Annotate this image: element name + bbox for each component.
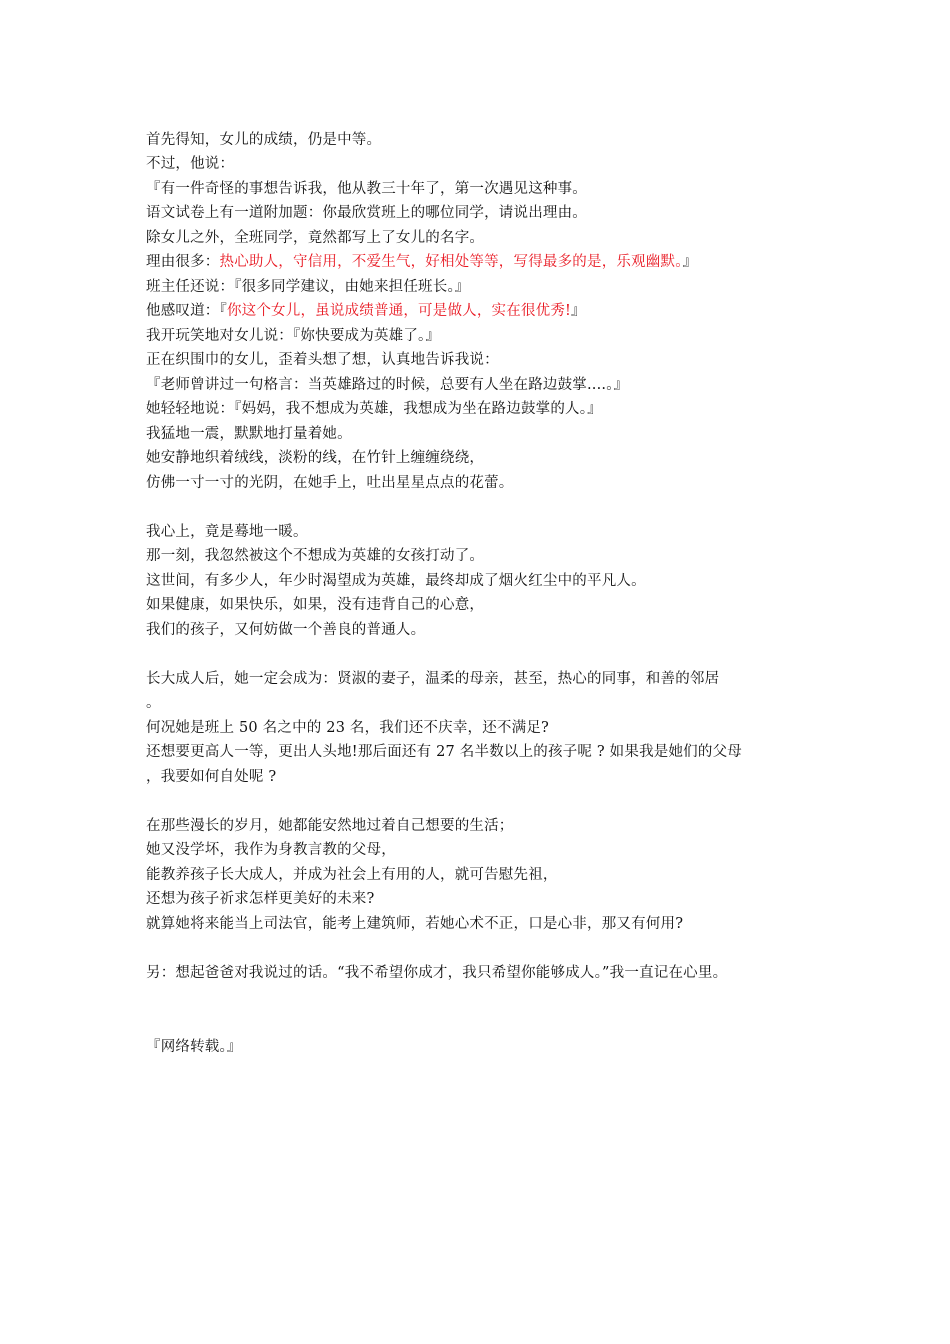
paragraph-line bbox=[146, 889, 374, 909]
paragraph-line bbox=[146, 865, 558, 885]
paragraph-line bbox=[146, 767, 276, 787]
text-segment: 语文试卷上有一道附加题：你最欣赏班上的哪位同学，请说出理由。 bbox=[146, 205, 587, 221]
text-segment: 首先得知，女儿的成绩，仍是中等。 bbox=[146, 132, 382, 148]
paragraph-line bbox=[146, 595, 484, 615]
text-segment: 她轻轻地说：『妈妈，我不想成为英雄，我想成为坐在路边鼓掌的人。』 bbox=[146, 401, 602, 417]
text-segment: 除女儿之外，全班同学，竟然都写上了女儿的名字。 bbox=[146, 230, 485, 246]
paragraph-line bbox=[146, 693, 161, 713]
paragraph-line bbox=[146, 448, 484, 468]
paragraph-line bbox=[146, 375, 628, 395]
text-segment: 。 bbox=[146, 695, 161, 711]
text-segment: ，我要如何自处呢 ? bbox=[146, 769, 277, 785]
paragraph-line bbox=[146, 301, 586, 321]
text-segment: 如果健康，如果快乐，如果，没有违背自己的心意， bbox=[146, 597, 485, 613]
text-segment: 我开玩笑地对女儿说：『妳快要成为英雄了。』 bbox=[146, 328, 441, 344]
paragraph-line bbox=[146, 179, 587, 199]
text-segment: 『老师曾讲过一句格言：当英雄路过的时候，总要有人坐在路边鼓掌....。』 bbox=[146, 377, 629, 393]
text-segment: 在那些漫长的岁月，她都能安然地过着自己想要的生活； bbox=[146, 818, 514, 834]
text-segment: 长大成人后，她一定会成为：贤淑的妻子，温柔的母亲，甚至，热心的同事，和善的邻居 bbox=[146, 671, 720, 687]
paragraph-line bbox=[146, 718, 549, 738]
paragraph-line bbox=[146, 1037, 242, 1057]
text-segment: 她又没学坏，我作为身教言教的父母， bbox=[146, 842, 396, 858]
text-segment: 正在织围巾的女儿，歪着头想了想，认真地告诉我说： bbox=[146, 352, 499, 368]
text-segment: 就算她将来能当上司法官，能考上建筑师，若她心术不正，口是心非，那又有何用? bbox=[146, 916, 684, 932]
paragraph-line bbox=[146, 571, 646, 591]
paragraph-line bbox=[146, 914, 683, 934]
text-segment: 』 bbox=[571, 303, 586, 319]
paragraph-line bbox=[146, 277, 470, 297]
paragraph-line bbox=[146, 252, 697, 272]
text-segment: 理由很多： bbox=[146, 254, 220, 270]
highlighted-text: 热心助人，守信用，不爱生气，好相处等等，写得最多的是，乐观幽默。 bbox=[219, 254, 683, 270]
paragraph-line bbox=[146, 963, 727, 983]
text-segment: 我猛地一震，默默地打量着她。 bbox=[146, 426, 352, 442]
text-segment: 那一刻，我忽然被这个不想成为英雄的女孩打动了。 bbox=[146, 548, 485, 564]
paragraph-line bbox=[146, 228, 484, 248]
paragraph-line bbox=[146, 522, 308, 542]
text-segment: 我们的孩子，又何妨做一个善良的普通人。 bbox=[146, 622, 426, 638]
paragraph-line bbox=[146, 424, 352, 444]
highlighted-text: 你这个女儿，虽说成绩普通，可是做人，实在很优秀! bbox=[226, 303, 572, 319]
text-segment: 『网络转载。』 bbox=[146, 1039, 242, 1055]
paragraph-line bbox=[146, 399, 602, 419]
text-segment: 』 bbox=[682, 254, 698, 270]
paragraph-line bbox=[146, 473, 514, 493]
text-segment: 这世间，有多少人，年少时渴望成为英雄，最终却成了烟火红尘中的平凡人。 bbox=[146, 573, 646, 589]
paragraph-line bbox=[146, 203, 587, 223]
text-segment: 仿佛一寸一寸的光阴，在她手上，吐出星星点点的花蕾。 bbox=[146, 475, 514, 491]
paragraph-line bbox=[146, 620, 425, 640]
paragraph-line bbox=[146, 326, 440, 346]
paragraph-line bbox=[146, 350, 499, 370]
paragraph-line bbox=[146, 816, 514, 836]
text-segment: 我心上，竟是蓦地一暖。 bbox=[146, 524, 308, 540]
paragraph-line bbox=[146, 546, 484, 566]
text-segment: 何况她是班上 50 名之中的 23 名，我们还不庆幸，还不满足? bbox=[146, 720, 550, 736]
text-segment: 另：想起爸爸对我说过的话。“我不希望你成才，我只希望你能够成人。”我一直记在心里。 bbox=[146, 965, 728, 981]
text-segment: 不过，他说： bbox=[146, 156, 235, 172]
text-segment: 他感叹道：『 bbox=[146, 303, 227, 319]
text-segment: 还想为孩子祈求怎样更美好的未来? bbox=[146, 891, 375, 907]
paragraph-line bbox=[146, 669, 719, 689]
paragraph-line bbox=[146, 154, 234, 174]
text-segment: 她安静地织着绒线，淡粉的线，在竹针上缠缠绕绕， bbox=[146, 450, 485, 466]
text-segment: 班主任还说：『很多同学建议，由她来担任班长。』 bbox=[146, 279, 470, 295]
text-segment: 还想要更高人一等，更出人头地!那后面还有 27 名半数以上的孩子呢 ? 如果我是她们的父母 bbox=[146, 744, 742, 760]
text-segment: 『有一件奇怪的事想告诉我，他从教三十年了，第一次遇见这种事。 bbox=[146, 181, 587, 197]
paragraph-line bbox=[146, 840, 396, 860]
text-segment: 能教养孩子长大成人，并成为社会上有用的人，就可告慰先祖， bbox=[146, 867, 558, 883]
paragraph-line bbox=[146, 742, 742, 762]
paragraph-line bbox=[146, 130, 381, 150]
